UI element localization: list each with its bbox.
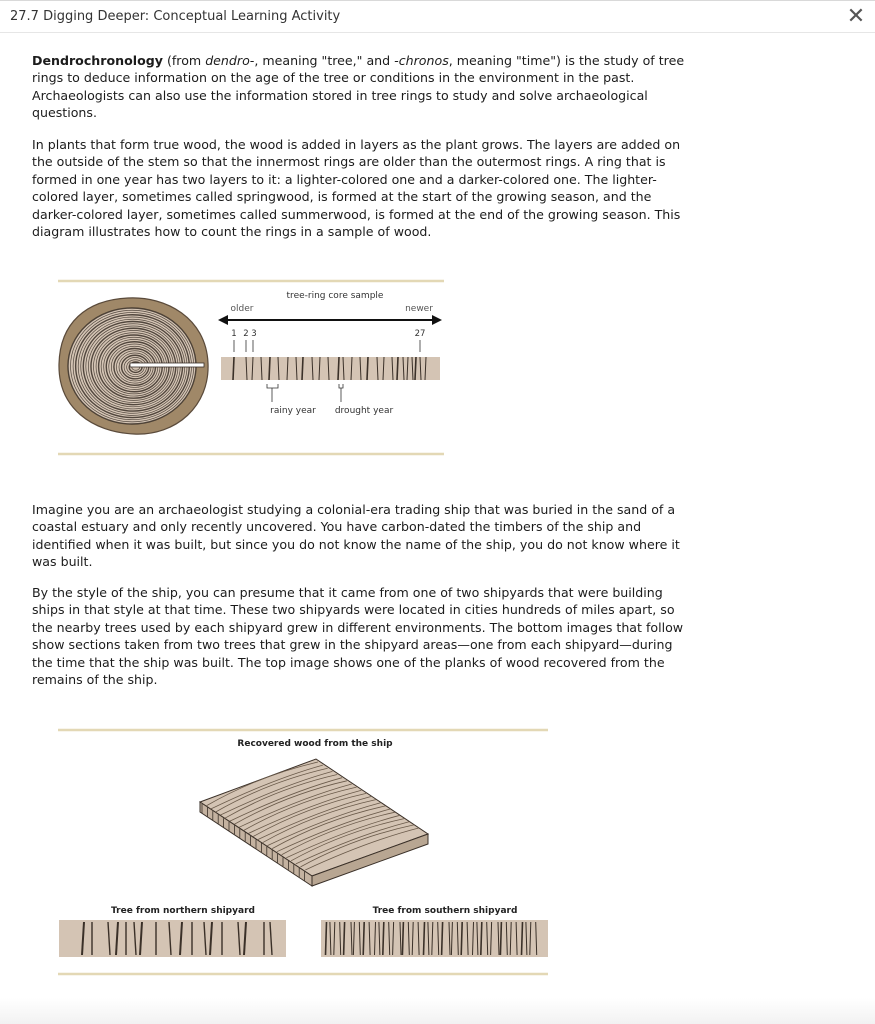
wood-layers-paragraph: In plants that form true wood, the wood is added in layers as the plant grows. The layers are added on the outside of the stem so that the innermost rings are older than the outermost rings. A ring that is formed in one year has two layers to it: a lighter-colored one and a darker-colored one. The lighter-colored layer, sometimes called springwood, is formed at the start of the growing season, and the darker-colored layer, sometimes called summerwood, is formed at the end of the growing season. This diagram illustrates how to count the rings in a sample of wood.	[32, 137, 681, 240]
south-tree-sample	[321, 920, 548, 957]
p1-text-c: , meaning "time") is the study of tree rings to deduce information on the age of the tree or conditions in the environment in the past. Archaeologists can also use the information stored in tree rings to study and solve archaeological questions.	[32, 53, 685, 121]
ship-wood-title: Recovered wood from the ship	[237, 739, 393, 749]
south-ring-line	[402, 922, 403, 955]
south-ring-line	[481, 922, 482, 955]
south-ring-line	[522, 922, 523, 955]
window-title: 27.7 Digging Deeper: Conceptual Learning Activity	[10, 9, 341, 24]
tree-ring-figure	[56, 278, 446, 458]
core-ring-line	[302, 357, 303, 380]
core-ring-line	[415, 357, 416, 380]
south-ring-line	[363, 922, 364, 955]
ring-ticks	[234, 340, 420, 352]
p1-text-a: (from	[162, 53, 206, 68]
south-ring-line	[500, 922, 501, 955]
shipyard-figure	[56, 726, 550, 978]
core-ring-line	[233, 357, 234, 380]
ring-27-label: 27	[414, 329, 426, 339]
core-ring-line	[367, 357, 368, 380]
south-ring-line	[424, 922, 425, 955]
term-dendrochronology: Dendrochronology	[32, 53, 163, 68]
core-sample-title: tree-ring core sample	[286, 291, 384, 301]
ship-plank	[200, 759, 428, 886]
south-ring-line	[344, 922, 345, 955]
south-tree-title: Tree from southern shipyard	[372, 906, 518, 916]
close-icon[interactable]: ✕	[846, 4, 866, 29]
intro-paragraph	[32, 52, 697, 122]
p1-text-b: , meaning "tree," and	[254, 53, 395, 68]
core-ring-line	[397, 357, 398, 380]
p1-chronos: -chronos	[394, 53, 449, 68]
arrow-right-head	[432, 315, 442, 325]
archaeologist-paragraph: Imagine you are an archaeologist studying a colonial-era trading ship that was buried in the sand of a coastal estuary and only recently uncovered. You have carbon-dated the timbers of the ship and identified when it was built, but since you do not know the name of the ship, you do not know where it was built.	[32, 502, 680, 570]
ring-1-label: 1	[231, 329, 237, 339]
core-ring-line	[338, 357, 339, 380]
drought-year-label: drought year	[334, 406, 394, 416]
north-tree-sample	[59, 920, 286, 957]
bottom-fade	[0, 998, 875, 1024]
p1-dendro: dendro-	[205, 53, 255, 68]
newer-label: newer	[405, 304, 433, 314]
older-label: older	[230, 304, 254, 314]
north-tree-title: Tree from northern shipyard	[111, 906, 255, 916]
south-ring-line	[442, 922, 443, 955]
south-ring-line	[461, 922, 462, 955]
rainy-year-label: rainy year	[270, 406, 316, 416]
core-ring-line	[269, 357, 270, 380]
callout-brackets	[267, 384, 343, 402]
ring-3-label: 3	[251, 329, 257, 339]
shipyards-paragraph: By the style of the ship, you can presume that it came from one of two shipyards that were building ships in that style at that time. These two shipyards were located in cities hundreds of miles apart, so the nearby trees used by each shipyard grew in different environments. The bottom images that follow show sections taken from two trees that grew in the shipyard areas—one from each shipyard—during the time that the ship was built. The top image shows one of the planks of wood recovered from the remains of the ship.	[32, 585, 684, 688]
core-sample-hole	[130, 363, 204, 367]
ring-2-label: 2	[243, 329, 249, 339]
south-ring-line	[326, 922, 327, 955]
south-ring-line	[383, 922, 384, 955]
tree-cross-section	[59, 298, 208, 434]
window-header	[0, 0, 875, 33]
arrow-left-head	[218, 315, 228, 325]
